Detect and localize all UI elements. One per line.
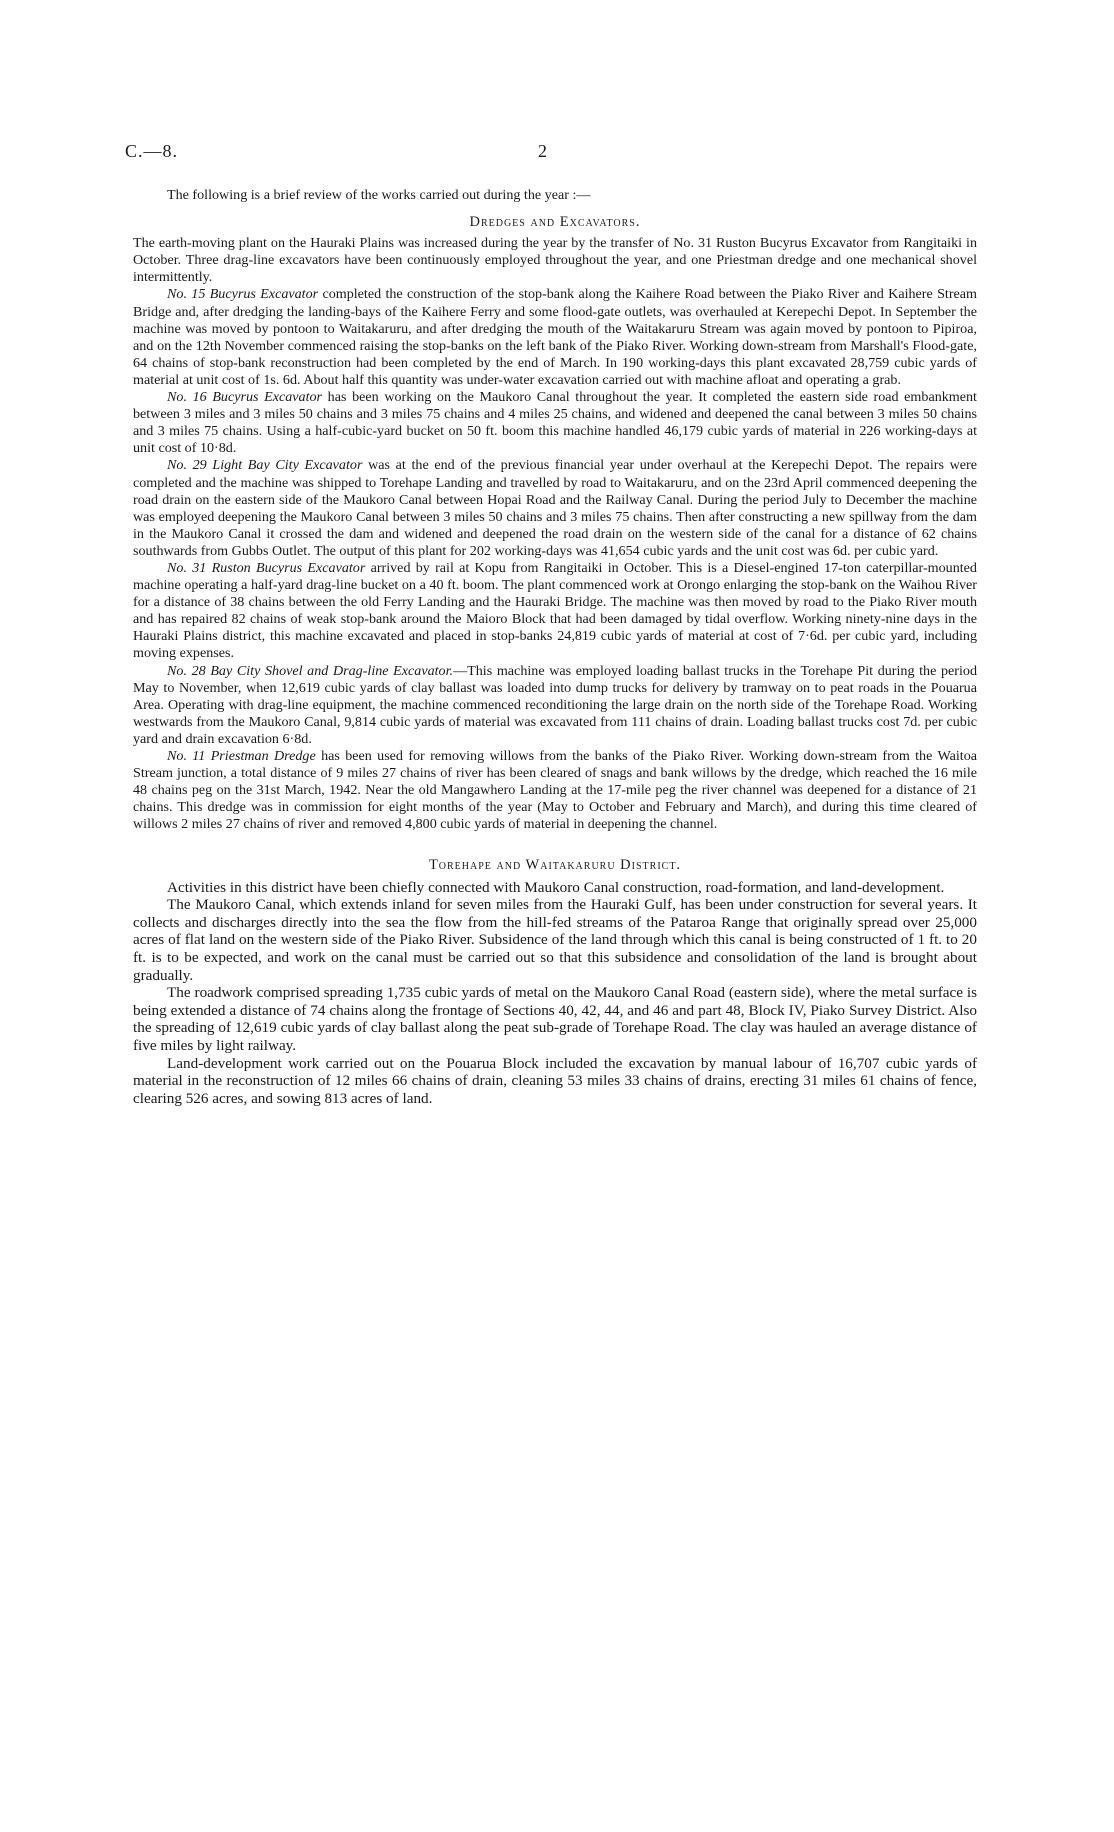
paragraph: Land-development work carried out on the Pouarua Block included the excavation by manual labour of 16,707 cubic yards of material in the reconstruction of 12 miles 66 chains of drain, cleaning 53 miles 33 chains of drains, erecting 31 miles 61 chains of fence, clearing 526 acres, and sowing 813 acres of land. <box>133 1054 977 1107</box>
paragraph <box>133 560 977 663</box>
paragraph-text: —This machine was employed loading ballast trucks in the Torehape Pit during the period May to November, when 12,619 cubic yards of clay ballast was loaded into dump trucks for delivery by tramway on to peat roads in the Pouarua Area. Operating with drag-line equipment, the machine commenced reconditioning the large drain on the north side of the Torehape Road. Working westwards from the Maukoro Canal, 9,814 cubic yards of material was excavated from 111 chains of drain. Loading ballast trucks cost 7d. per cubic yard and drain excavation 6·8d. <box>133 662 977 747</box>
section-torehape-and-waitakaruru <box>133 857 977 1107</box>
section-heading: Torehape and Waitakaruru District. <box>428 857 682 874</box>
machine-name: No. 16 Bucyrus Excavator <box>167 389 323 406</box>
paragraph: The roadwork comprised spreading 1,735 cubic yards of metal on the Maukoro Canal Road (eastern side), where the metal surface is being extended a distance of 74 chains along the frontage of Sections 40, 42, 44, and 46 and part 48, Block IV, Piako Survey District. Also the spreading of 12,619 cubic yards of clay ballast along the peat sub-grade of Torehape Road. The clay was hauled an average distance of five miles by light railway. <box>133 984 977 1054</box>
document-body <box>133 187 977 1107</box>
section-dredges-and-excavators <box>133 214 977 833</box>
paragraph <box>133 389 977 457</box>
paragraph <box>133 748 977 833</box>
machine-name: No. 29 Light Bay City Excavator <box>167 457 363 474</box>
paragraph <box>133 663 977 748</box>
machine-name: No. 28 Bay City Shovel and Drag-line Excavator. <box>167 662 454 679</box>
machine-name: No. 15 Bucyrus Excavator <box>167 286 319 303</box>
paragraph-text: The earth-moving plant on the Hauraki Plains was increased during the year by the transfer of No. 31 Ruston Bucyrus Excavator from Rangitaiki in October. Three drag-line excavators have been continuously employed throughout the year, and one Priestman dredge and one mechanical shovel intermittently. <box>133 235 977 286</box>
paragraph: Activities in this district have been chiefly connected with Maukoro Canal construction, road-formation, and land-development. <box>167 878 945 896</box>
paragraph <box>133 457 977 560</box>
intro-text: The following is a brief review of the works carried out during the year :— <box>167 187 591 203</box>
machine-name: No. 31 Ruston Bucyrus Excavator <box>167 559 366 576</box>
paragraph <box>133 286 977 389</box>
paragraph-text: completed the construction of the stop-bank along the Kaihere Road between the Piako River and Kaihere Stream Bridge and, after dredging the landing-bays of the Kaihere Ferry and some flood-gate outlets, was overhauled at Kerepechi Depot. In September the machine was moved by pontoon to Waitakaruru, and after dredging the mouth of the Waitakaruru Stream was again moved by pontoon to Pipiroa, and on the 12th November commenced raising the stop-banks on the left bank of the Piako River. Working down-stream from Marshall's Flood-gate, 64 chains of stop-bank reconstruction had been completed by the end of March. In 190 working-days this plant excavated 28,759 cubic yards of material at unit cost of 1s. 6d. About half this quantity was under-water excavation carried out with machine afloat and operating a grab. <box>133 286 977 388</box>
paragraph <box>133 235 977 286</box>
paragraph-text: has been working on the Maukoro Canal throughout the year. It completed the eastern side road embankment between 3 miles and 3 miles 50 chains and 3 miles 75 chains and 4 miles 25 chains, and widened and deepened the canal between 3 miles 50 chains and 3 miles 75 chains. Using a half-cubic-yard bucket on 50 ft. boom this machine handled 46,179 cubic yards of material in 226 working-days at unit cost of 10·8d. <box>133 389 977 457</box>
section-heading: Dredges and Excavators. <box>469 214 641 231</box>
paragraph-text: arrived by rail at Kopu from Rangitaiki in October. This is a Diesel-engined 17-ton caterpillar-mounted machine operating a half-yard drag-line bucket on a 40 ft. boom. The plant commenced work at Orongo enlarging the stop-bank on the Waihou River for a distance of 38 chains between the old Ferry Landing and the Hauraki Bridge. The machine was then moved by road to the Piako River mouth and has repaired 82 chains of weak stop-bank around the Maioro Block that had been damaged by tidal overflow. Working ninety-nine days in the Hauraki Plains district, this machine excavated and placed in stop-banks 24,819 cubic yards of material at cost of 7·6d. per cubic yard, including moving expenses. <box>133 559 977 662</box>
document-reference: C.—8. <box>125 141 179 161</box>
paragraph-text: has been used for removing willows from the banks of the Piako River. Working down-stream from the Waitoa Stream junction, a total distance of 9 miles 27 chains of river has been cleared of snags and bank willows by the dredge, which reached the 16 mile 48 chains peg on the 31st March, 1942. Near the old Mangawhero Landing at the 17-mile peg the river channel was deepened for a distance of 21 chains. This dredge was in commission for eight months of the year (May to October and February and March), and during this time cleared of willows 2 miles 27 chains of river and removed 4,800 cubic yards of material in deepening the channel. <box>133 748 978 833</box>
page-header <box>0 141 1114 171</box>
page-number: 2 <box>538 141 547 161</box>
paragraph-text: was at the end of the previous financial year under overhaul at the Kerepechi Depot. The repairs were completed and the machine was shipped to Torehape Landing and travelled by road to Waitakaruru, and on the 23rd April commenced deepening the road drain on the eastern side of the Maukoro Canal between Hopai Road and the Railway Canal. During the period July to December the machine was employed deepening the Maukoro Canal between 3 miles 50 chains and 3 miles 75 chains. Then after constructing a new spillway from the dam in the Maukoro Canal it crossed the dam and widened and deepened the road drain on the western side of the canal for a distance of 62 chains southwards from Gubbs Outlet. The output of this plant for 202 working-days was 41,654 cubic yards and the unit cost was 6d. per cubic yard. <box>133 457 977 559</box>
machine-name: No. 11 Priestman Dredge <box>167 748 316 764</box>
paragraph: The Maukoro Canal, which extends inland for seven miles from the Hauraki Gulf, has been under construction for several years. It collects and discharges directly into the sea the flow from the hill-fed streams of the Pataroa Range that originally spread over 25,000 acres of flat land on the western side of the Piako River. Subsidence of the land through which this canal is being constructed of 1 ft. to 20 ft. is to be expected, and work on the canal must be carried out so that this subsidence and consolidation of the land is brought about gradually. <box>133 896 977 984</box>
